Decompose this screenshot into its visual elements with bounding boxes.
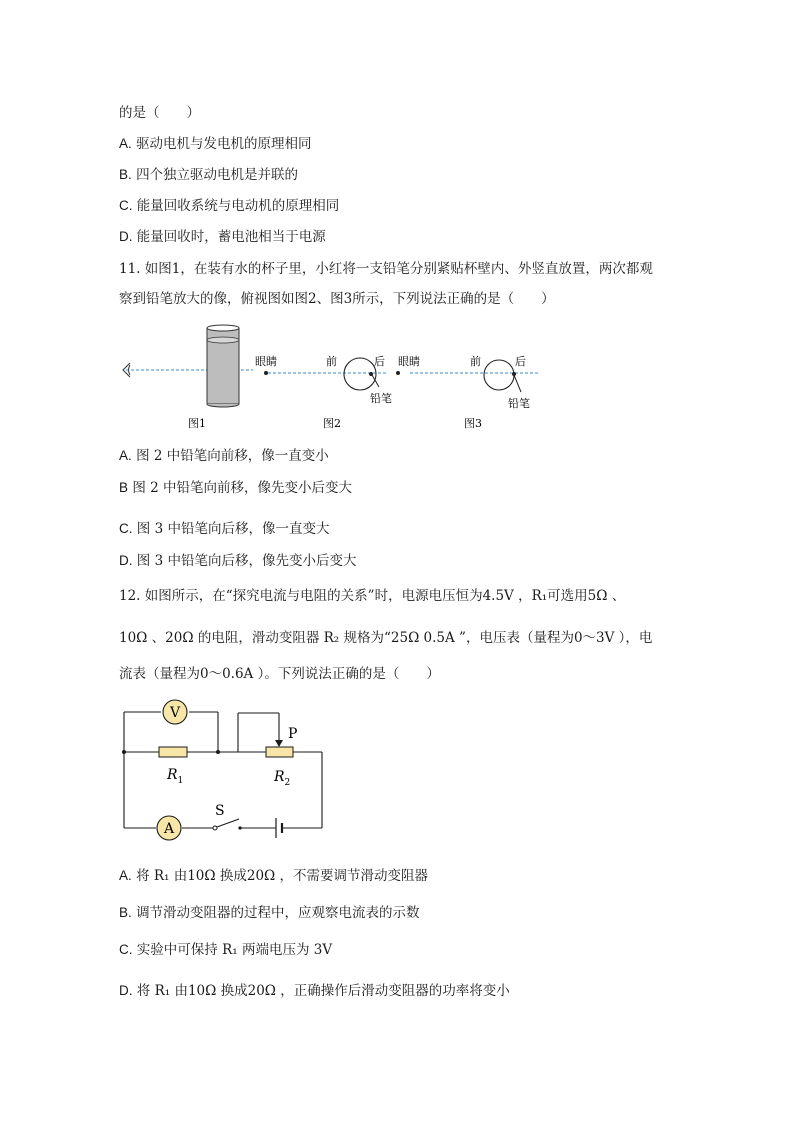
water-cup [207, 325, 239, 407]
front-label-fig3: 前 [470, 355, 481, 368]
pencil-label-fig2: 铅笔 [370, 392, 392, 405]
slider-arrow [275, 740, 283, 747]
option-text: 实验中可保持 R₁ 两端电压为 3V [136, 942, 333, 958]
q12-stem-line3: 流表（量程为0～0.6A ）。下列说法正确的是（ ） [119, 666, 440, 682]
option-letter: A. [119, 868, 132, 883]
question-text: 如图1，在装有水的杯子里，小红将一支铅笔分别紧贴杯壁内、外竖直放置，两次都观 [144, 261, 653, 277]
option-text: 将 R₁ 由10Ω 换成20Ω ，不需要调节滑动变阻器 [136, 868, 429, 884]
q11-figure [118, 320, 548, 430]
eye-label-fig2: 眼睛 [255, 355, 277, 368]
question-text: 如图所示，在“探究电流与电阻的关系”时，电源电压恒为4.5V ，R₁可选用5Ω 、 [144, 588, 626, 604]
q12-stem-line1 [119, 587, 625, 605]
back-label-fig2: 后 [374, 355, 385, 368]
r1-resistor [159, 747, 187, 757]
front-label-fig2: 前 [326, 355, 337, 368]
question-number: 12. [119, 588, 141, 604]
ammeter-symbol [157, 816, 181, 840]
q10-option-d [119, 228, 326, 246]
option-text: 能量回收时，蓄电池相当于电源 [136, 229, 326, 245]
option-letter: C. [119, 521, 133, 536]
r2-label: $R_2$ [274, 769, 291, 788]
q12-option-d [119, 982, 510, 1000]
option-text: 将 R₁ 由10Ω 换成20Ω ，正确操作后滑动变阻器的功率将变小 [136, 983, 510, 999]
option-text: 驱动电机与发电机的原理相同 [136, 136, 312, 152]
q12-circuit [120, 700, 330, 835]
cup-topview-fig3 [484, 360, 514, 390]
question-number: 11. [119, 261, 141, 277]
svg-text:V: V [169, 705, 181, 721]
q10-option-a [119, 135, 312, 153]
q11-stem-line2: 察到铅笔放大的像，俯视图如图2、图3所示，下列说法正确的是（ ） [119, 291, 555, 307]
q11-option-c [119, 520, 329, 538]
battery-symbol [276, 818, 282, 838]
option-letter: B. [119, 905, 132, 920]
option-letter: C. [119, 198, 133, 213]
voltmeter-symbol [163, 700, 187, 724]
option-text: 图 3 中铅笔向后移，像一直变大 [136, 521, 330, 537]
option-text: 调节滑动变阻器的过程中，应观察电流表的示数 [136, 905, 420, 921]
option-letter: D. [119, 553, 133, 568]
option-text: 图 2 中铅笔向前移，像一直变小 [136, 448, 329, 464]
pencil-label-fig3: 铅笔 [508, 397, 530, 410]
option-letter: B [119, 480, 129, 495]
option-text: 能量回收系统与电动机的原理相同 [136, 198, 340, 214]
eye-dot-fig2 [264, 371, 268, 375]
q12-option-b [119, 904, 420, 922]
svg-text:A: A [163, 821, 175, 837]
fig1-caption: 图1 [188, 417, 206, 430]
fig2-caption: 图2 [323, 417, 341, 430]
q10-tail: 的是（ ） [119, 105, 200, 121]
q12-option-a [119, 867, 428, 885]
option-letter: D. [119, 983, 133, 998]
fig3-caption: 图3 [464, 417, 482, 430]
q12-stem-line2: 10Ω 、20Ω 的电阻，滑动变阻器 R₂ 规格为“25Ω 0.5A ”，电压表（量程为0～3V ），电 [119, 630, 653, 646]
slider-label: P [288, 726, 298, 742]
back-label-fig3: 后 [515, 355, 526, 368]
option-letter: A. [119, 136, 132, 151]
option-letter: C. [119, 942, 133, 957]
option-letter: D. [119, 229, 133, 244]
switch-symbol [213, 819, 242, 830]
r2-rheostat [266, 747, 293, 757]
q11-option-b [119, 479, 352, 497]
option-text: 图 2 中铅笔向前移，像先变小后变大 [132, 480, 352, 496]
junction-dot [122, 750, 126, 754]
option-text: 四个独立驱动电机是并联的 [136, 167, 299, 183]
r1-label: $R_1$ [167, 767, 184, 786]
option-letter: B. [119, 167, 132, 182]
switch-label: S [215, 803, 225, 819]
q11-stem-line1 [119, 260, 653, 278]
q11-option-a [119, 447, 329, 465]
option-text: 图 3 中铅笔向后移，像先变小后变大 [136, 553, 357, 569]
q12-option-c [119, 941, 332, 959]
q10-option-c [119, 197, 339, 215]
junction-dot [216, 750, 220, 754]
eye-label-fig3: 眼睛 [398, 355, 420, 368]
q10-option-b [119, 166, 298, 184]
q11-option-d [119, 552, 356, 570]
eye-dot-fig3 [396, 371, 400, 375]
pencil-leader-fig3 [514, 375, 521, 392]
option-letter: A. [119, 448, 132, 463]
